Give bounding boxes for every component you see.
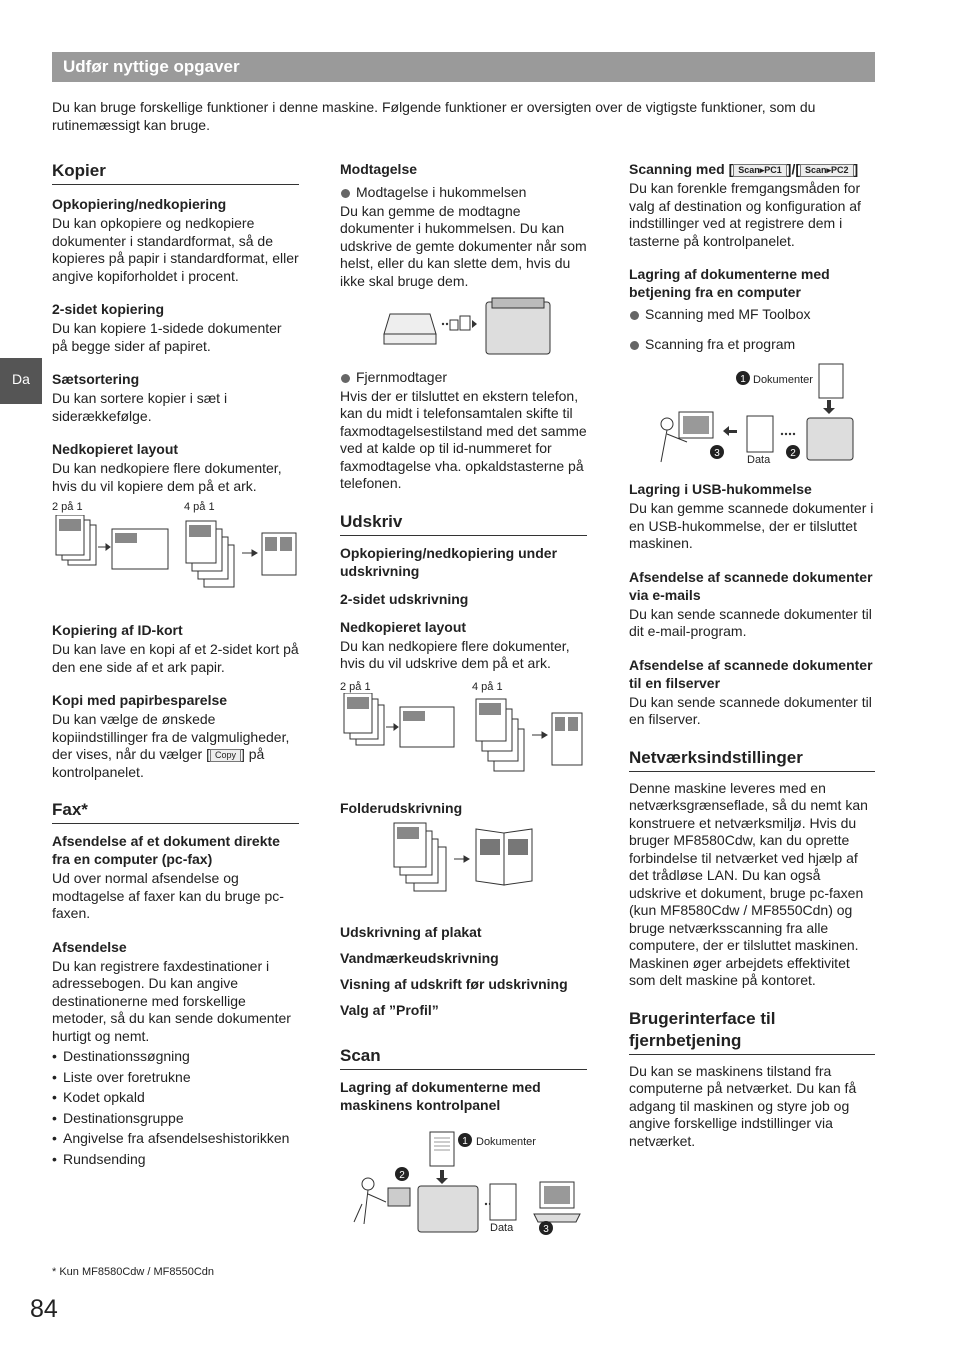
heading-2sided-copy: 2-sidet kopiering: [52, 301, 165, 317]
label-4on1: 4 på 1: [184, 501, 215, 513]
nup-print-illustration: [340, 693, 587, 793]
svg-text:1: 1: [462, 1135, 468, 1147]
heading-pc-scan: Lagring af dokumenterne med betjening fra en computer: [629, 266, 830, 300]
heading-profile-print: Valg af ”Profil”: [340, 1001, 439, 1018]
language-tab-label: Da: [12, 371, 30, 387]
nup-copy-figure: [52, 495, 299, 615]
booklet-print-illustration: [340, 821, 587, 917]
heading-scan: Scan: [340, 1045, 587, 1070]
text-nup-print: Du kan nedkopiere flere dokumenter, hvis du vil udskrive dem på et ark.: [340, 637, 570, 671]
svg-text:3: 3: [714, 448, 720, 459]
text-usb-save: Du kan gemme scannede dokumenter i en USB-hukommelse, der er tilsluttet maskinen.: [629, 500, 874, 551]
list-item: • Angivelse fra afsendelseshistorikken: [52, 1130, 299, 1148]
heading-receive: Modtagelse: [340, 161, 418, 177]
text-memory-receive: Du kan gemme de modtagne dokumenter i hukommelsen. Du kan udskrive de gemte dokumenter når som helst, eller du kan slette dem, hvis du ikke skal bruge dem.: [340, 202, 587, 289]
text-pcfax: Ud over normal afsendelse og modtagelse af faxer kan du bruge pc-faxen.: [52, 870, 284, 921]
heading-fax-send: Afsendelse: [52, 938, 127, 955]
text-eco-copy-a: Du kan vælge de ønskede kopiindstillinger fra de valgmuligheder, der vises, når du vælger [: [52, 711, 290, 762]
bullet-scan-from-app: Scanning fra et program: [629, 336, 875, 354]
heading-network: Netværksindstillinger: [629, 747, 875, 772]
heading-scan-with-b: ]/[: [786, 161, 800, 177]
bullet-remote-receive: Fjernmodtager: [340, 369, 587, 387]
text-collate: Du kan sortere kopier i sæt i siderækkefølge.: [52, 390, 228, 424]
heading-booklet-print: Folderudskrivning: [340, 799, 463, 816]
svg-text:2: 2: [399, 1169, 405, 1181]
list-item: • Liste over foretrukne: [52, 1069, 299, 1087]
heading-remote-ui: Brugerinterface til fjernbetjening: [629, 1008, 875, 1055]
text-nup-copy: Du kan nedkopiere flere dokumenter, hvis du vil kopiere dem på et ark.: [52, 460, 282, 494]
text-2sided-copy: Du kan kopiere 1-sidede dokumenter på begge sider af papiret.: [52, 320, 282, 354]
column-2: [340, 160, 587, 1244]
footnote: * Kun MF8580Cdw / MF8550Cdn: [52, 1266, 215, 1278]
page-number: 84: [30, 1295, 58, 1323]
text-fax-send: Du kan registrere faxdestinationer i adressebogen. Du kan angive destinationerne med forskellige metoder, så du kan sende dokumenter hurtigt og nemt.: [52, 957, 291, 1044]
heading-usb-save: Lagring i USB-hukommelse: [629, 481, 812, 497]
language-tab: [0, 358, 42, 404]
heading-kopier: Kopier: [52, 160, 299, 185]
copy-key: Copy: [210, 749, 241, 762]
heading-2sided-print: 2-sidet udskrivning: [340, 590, 469, 607]
heading-poster-print: Udskrivning af plakat: [340, 923, 482, 940]
heading-scan-with-a: Scanning med [: [629, 161, 734, 177]
scan-pc2-key: Scan▸PC2: [800, 164, 854, 177]
heading-scan-email: Afsendelse af scannede dokumenter via e-mails: [629, 568, 873, 603]
svg-text:2: 2: [790, 448, 796, 459]
label-data: Data: [747, 454, 771, 466]
heading-id-copy: Kopiering af ID-kort: [52, 622, 183, 638]
text-remote-receive: Hvis der er tilsluttet en ekstern telefon, kan du midt i telefonsamtalen skifte til faxmodtagelsestilstand med det samme ved at kalde op til id-nummeret for faxmodtagelse vha. opkaldstasterne på telefonen.: [340, 387, 587, 491]
heading-print: Udskriv: [340, 511, 587, 536]
label-documents: Dokumenter: [753, 374, 813, 386]
list-item: • Destinationsgruppe: [52, 1110, 299, 1128]
heading-scan-with-keys: [629, 160, 875, 178]
text-eco-copy: [52, 711, 299, 781]
column-1: [52, 160, 299, 1168]
heading-nup-copy: Nedkopieret layout: [52, 441, 179, 457]
label-2on1: 2 på 1: [52, 501, 83, 513]
heading-scan-panel: Lagring af dokumenterne med maskinens kontrolpanel: [340, 1078, 541, 1113]
heading-preview-print: Visning af udskrift før udskrivning: [340, 975, 568, 992]
text-eco-copy-b: ] på kontrolpanelet.: [52, 746, 265, 780]
column-3: [629, 160, 875, 1150]
text-network: Denne maskine leveres med en netværksgrænseflade, så du nemt kan konstruere et netværksmiljø. Hvis du bruger MF8580Cdw, kan du oprette forbindelse til netværket ved hjælp af det trådløse LAN. Du kan også udskrive et dokument, bruge pc-faxen (kun MF8580Cdw / MF8550Cdn) og bruge netværksscanning fra alle computere, der er tilsluttet maskinen. Maskinen øger arbejdets effektivitet som delt maskine på kontoret.: [629, 779, 868, 988]
text-enlarge: Du kan opkopiere og nedkopiere dokumenter i standardformat, så de kopieres på papir i standardformat, eller angive kopiforholdet i procent.: [52, 215, 299, 284]
label-4on1: 4 på 1: [472, 680, 503, 693]
text-scan-email: Du kan sende scannede dokumenter til dit e-mail-program.: [629, 605, 872, 639]
list-item: • Kodet opkald: [52, 1089, 299, 1107]
section-header: [52, 52, 875, 82]
heading-fax: Fax*: [52, 799, 299, 824]
svg-text:1: 1: [740, 374, 746, 385]
heading-scan-with-c: ]: [853, 161, 859, 177]
heading-collate: Sætsortering: [52, 371, 140, 387]
text-id-copy: Du kan lave en kopi af et 2-sidet kort på den ene side af et ark papir.: [52, 641, 299, 675]
list-item: • Rundsending: [52, 1151, 299, 1169]
scan-pc1-key: Scan▸PC1: [733, 164, 787, 177]
label-2on1: 2 på 1: [340, 680, 371, 693]
nup-print-figure: [340, 673, 587, 795]
text-scan-fileserver: Du kan sende scannede dokumenter til en filserver.: [629, 693, 872, 727]
scan-panel-illustration: [340, 1114, 587, 1244]
label-data: Data: [490, 1221, 514, 1234]
bullet-mf-toolbox: Scanning med MF Toolbox: [629, 306, 875, 324]
list-item: • Destinationssøgning: [52, 1048, 299, 1066]
heading-enlarge: Opkopiering/nedkopiering: [52, 196, 227, 212]
bullet-memory-receive: Modtagelse i hukommelsen: [340, 184, 587, 202]
intro-text: Du kan bruge forskellige funktioner i denne maskine. Følgende funktioner er oversigten over de vigtigste funktioner, som du rutinemæssigt kan bruge.: [52, 99, 816, 133]
heading-watermark-print: Vandmærkeudskrivning: [340, 949, 499, 966]
heading-eco-copy: Kopi med papirbesparelse: [52, 692, 228, 708]
heading-scan-fileserver: Afsendelse af scannede dokumenter til en filserver: [629, 656, 873, 691]
nup-copy-illustration: [52, 515, 299, 610]
pc-scan-figure: [629, 354, 875, 472]
text-remote-ui: Du kan se maskinens tilstand fra computerne på netværket. Du kan få adgang til maskinen og styre job og angive forskellige indstillinger via netværket.: [629, 1062, 857, 1149]
text-scan-with-keys: Du kan forenkle fremgangsmåden for valg af destination og konfiguration af indstillinger ved at registrere dem i tasterne på kontrolpanelet.: [629, 180, 861, 249]
svg-text:3: 3: [543, 1223, 549, 1235]
heading-nup-print: Nedkopieret layout: [340, 618, 467, 635]
label-documents: Dokumenter: [476, 1135, 536, 1148]
scan-panel-figure: [340, 1114, 587, 1244]
fax-receive-illustration: [340, 294, 587, 364]
heading-print-enlarge: Opkopiering/nedkopiering under udskrivning: [340, 544, 558, 579]
section-title: Udfør nyttige opgaver: [63, 57, 240, 76]
heading-pcfax: Afsendelse af et dokument direkte fra en computer (pc-fax): [52, 833, 280, 867]
